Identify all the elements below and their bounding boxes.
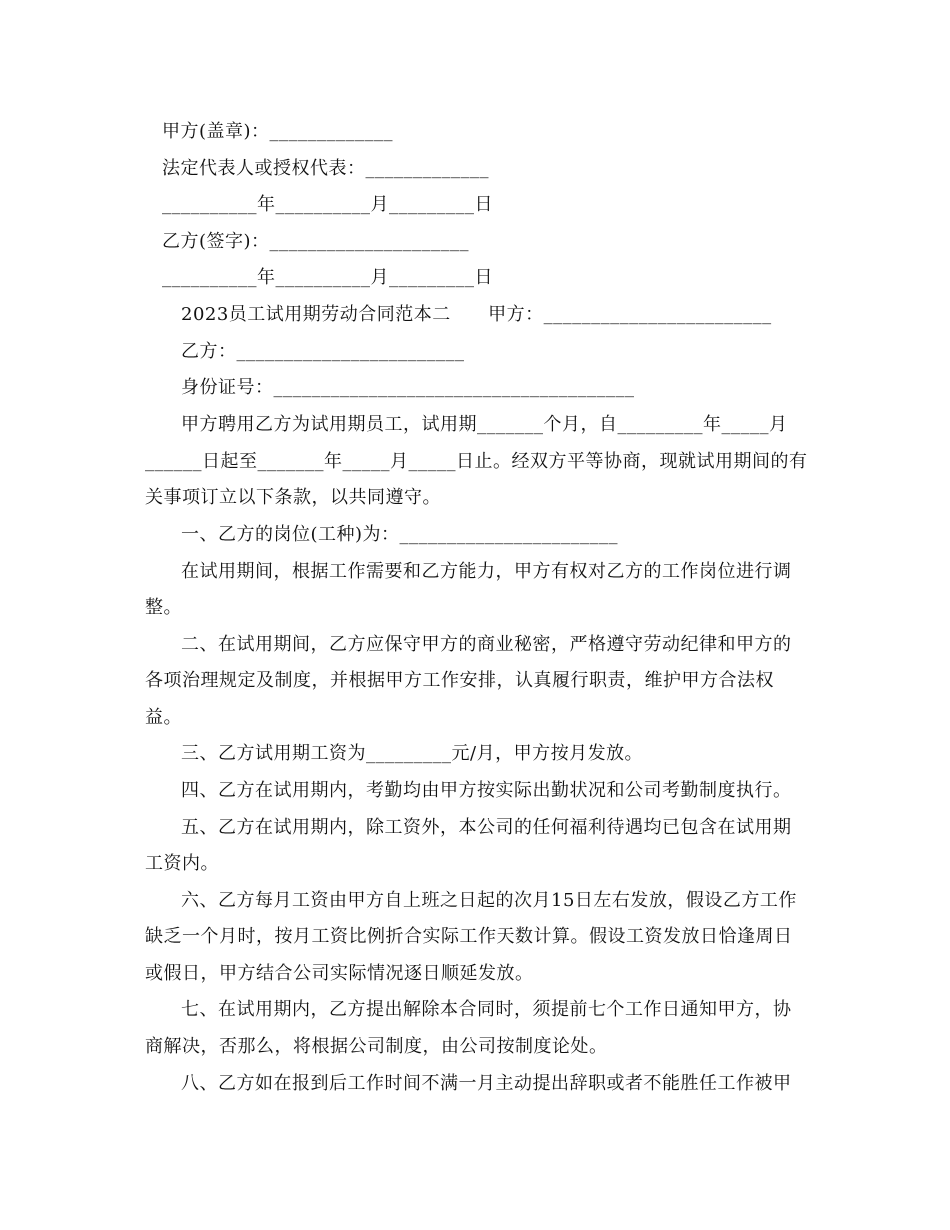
party-b-signature-line: 乙方(签字)：_____________________ [162, 231, 470, 252]
paragraph-line: 甲方聘用乙方为试用期员工，试用期_______个月，自_________年_____月 [181, 414, 788, 435]
paragraph-line: 关事项订立以下条款，以共同遵守。 [145, 487, 441, 508]
paragraph-line: 益。 [145, 707, 182, 728]
date-line-party-a: __________年__________月_________日 [162, 194, 493, 215]
paragraph-line: 缺乏一个月时，按月工资比例折合实际工作天数计算。假设工资发放日恰逢周日 [145, 926, 793, 947]
contract-title-line: 2023员工试用期劳动合同范本二 甲方：________________________ [181, 304, 772, 325]
paragraph-line: 各项治理规定及制度，并根据甲方工作安排，认真履行职责，维护甲方合法权 [145, 670, 774, 691]
paragraph-line: ______日起至_______年_____月_____日止。经双方平等协商，现就试用期间的有 [145, 451, 808, 472]
paragraph-line: 工资内。 [145, 853, 219, 874]
clause-3-line: 三、乙方试用期工资为_________元/月，甲方按月发放。 [181, 743, 644, 764]
party-a-seal-line: 甲方(盖章)：_____________ [162, 121, 394, 142]
party-b-name-line: 乙方：________________________ [181, 341, 465, 362]
id-number-line: 身份证号：______________________________________ [181, 377, 635, 398]
clause-2-line: 二、在试用期间，乙方应保守甲方的商业秘密，严格遵守劳动纪律和甲方的 [181, 634, 792, 655]
date-line-party-b: __________年__________月_________日 [162, 267, 493, 288]
clause-6-line: 六、乙方每月工资由甲方自上班之日起的次月15日左右发放，假设乙方工作 [181, 890, 797, 911]
clause-4-line: 四、乙方在试用期内，考勤均由甲方按实际出勤状况和公司考勤制度执行。 [181, 780, 792, 801]
clause-7-line: 七、在试用期内，乙方提出解除本合同时，须提前七个工作日通知甲方，协 [181, 999, 792, 1020]
clause-5-line: 五、乙方在试用期内，除工资外，本公司的任何福利待遇均已包含在试用期 [181, 817, 792, 838]
clause-1-line: 一、乙方的岗位(工种)为：_______________________ [181, 524, 619, 545]
paragraph-line: 在试用期间，根据工作需要和乙方能力，甲方有权对乙方的工作岗位进行调 [181, 561, 792, 582]
paragraph-line: 整。 [145, 597, 182, 618]
clause-8-line: 八、乙方如在报到后工作时间不满一月主动提出辞职或者不能胜任工作被甲 [181, 1073, 792, 1094]
paragraph-line: 或假日，甲方结合公司实际情况逐日顺延发放。 [145, 963, 534, 984]
legal-representative-line: 法定代表人或授权代表：_____________ [162, 158, 489, 179]
paragraph-line: 商解决，否那么，将根据公司制度，由公司按制度论处。 [145, 1036, 608, 1057]
